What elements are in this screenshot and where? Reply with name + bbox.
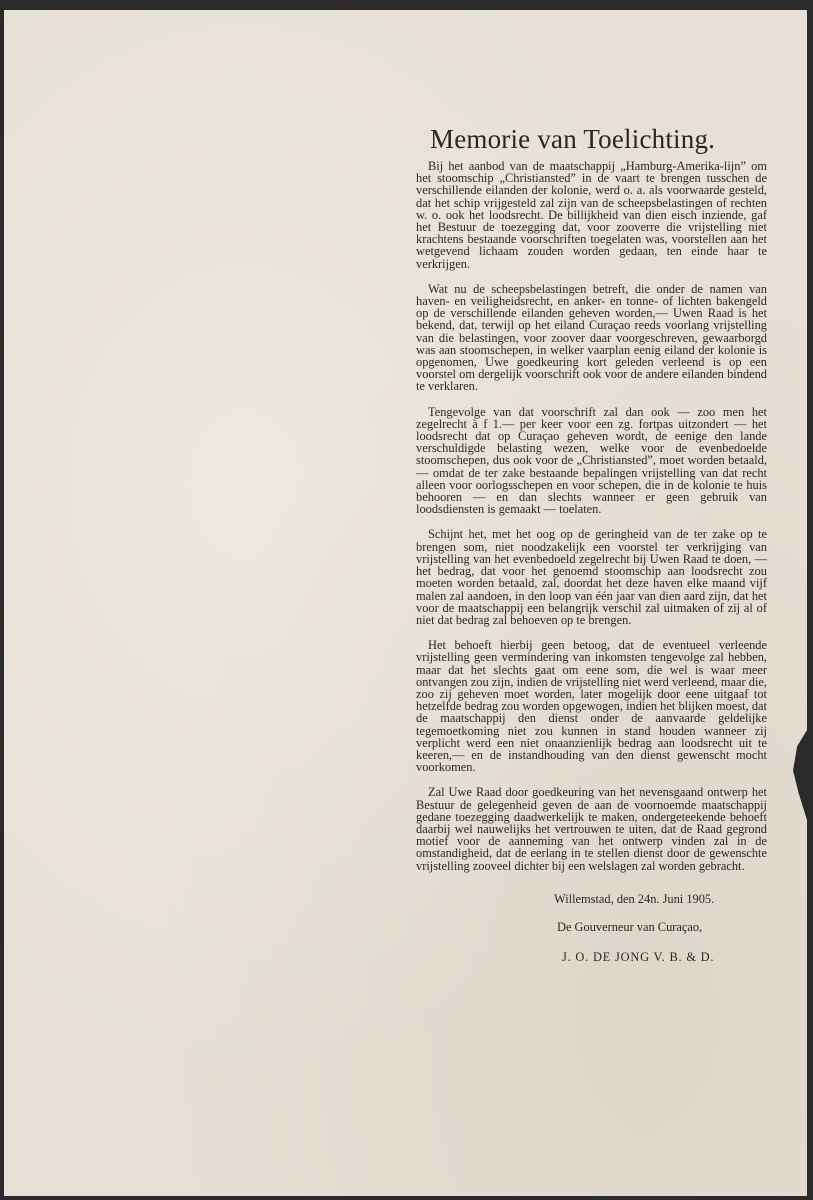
- place-and-date: Willemstad, den 24n. Juni 1905.: [554, 891, 715, 906]
- page-edge-tear: [793, 730, 807, 820]
- paragraph-inkomsten: Het behoeft hierbij geen betoog, dat de eventueel verleende vrijstelling geen vermindering van inkomsten tengevolge zal hebben, maar dat het slechts gaat om eene som, die wel is waar meer ontvangen zou zijn, indien de vrijstelling niet werd verleend, maar die, zoo zij geheven moet worden, later mogelijk door eene uitgaaf tot hetzelfde bedrag zou worden opgewogen, indien het blijken moest, dat de maatschappij den dienst onder de aanvaarde geldelijke tegemoetkoming niet zou kunnen in stand houden wanneer zij verplicht werd een niet onaanzienlijk bedrag aan loodsrecht uit te keeren,— en de instandhouding van den dienst gewenscht mocht voorkomen.: [416, 638, 767, 775]
- document-title: Memorie van Toelichting.: [430, 124, 716, 154]
- signature-name: J. O. DE JONG V. B. & D.: [562, 949, 715, 964]
- paragraph-scheepsbelastingen: Wat nu de scheepsbelastingen betreft, die onder de namen van haven- en veiligheidsrecht, en anker- en tonne- of lichten bakengeld op de verschillende eilanden geheven worden,— Uwen Raad is het bekend, dat, terwijl op het eiland Curaçao reeds voorlang vrijstelling van die belastingen, voor zoover daar voorgeschreven, gewaarborgd was aan stoomschepen, in welker vaarplan eenig eiland der kolonie is opgenomen, Uwe goedkeuring kort geleden verleend is op een voorstel om dergelijk voorschrift ook voor de andere eilanden bindend te verklaren.: [416, 281, 767, 394]
- paragraph-zegelrecht: Schijnt het, met het oog op de geringheid van de ter zake op te brengen som, niet noodzakelijk een voorstel ter verkrijging van vrijstelling van het evenbedoeld zegelrecht bij Uwen Raad te doen, — het bedrag, dat voor het genoemd stoomschip aan loodsrecht zou moeten worden betaald, zal, doordat het deze haven elke maand vijf malen zal aandoen, in den loop van één jaar van dien aard zijn, dat het voor de maatschappij een belangrijk verschil zal uitmaken of zij al of niet dat bedrag zal behoeven op te brengen.: [416, 527, 767, 627]
- governor-title: De Gouverneur van Curaçao,: [557, 919, 703, 934]
- paragraph-hamburg-amerika-lijn: Bij het aanbod van de maatschappij „Hamburg-Amerika-lijn” om het stoomschip „Christiansted” in de vaart te brengen tusschen de verschillende eilanden der kolonie, werd o. a. als voorwaarde gesteld, dat het schip vrijgesteld zal zijn van de scheepsbelastingen of rechten w. o. ook het loodsrecht. De billijkheid van dien eisch inziende, gaf het Bestuur de toezegging dat, voor zooverre die vrijstelling niet krachtens bestaande voorschriften toegelaten was, voorstellen aan het wetgevend lichaam zouden worden gedaan, ten einde haar te verkrijgen.: [416, 159, 767, 271]
- paragraph-loodsrecht: Tengevolge van dat voorschrift zal dan ook — zoo men het zegelrecht à f 1.— per keer voor een zg. fortpas uitzondert — het loodsrecht dat op Curaçao geheven wordt, de eenige den lande verschuldigde belasting wezen, welke voor de evenbedoelde stoomschepen, dus ook voor de „Christiansted”, moet worden betaald, — omdat de ter zake bestaande bepalingen vrijstelling van dat recht alleen voor oorlogsschepen en voor schepen, die in de kolonie te huis behooren — en dan slechts wanneer er geen gebruik van loodsdiensten is gemaakt — toelaten.: [416, 404, 767, 517]
- paragraph-goedkeuring: Zal Uwe Raad door goedkeuring van het nevensgaand ontwerp het Bestuur de gelegenheid geven de aan de voornoemde maatschappij gedane toezegging daadwerkelijk te maken, ondergeteekende behoeft daarbij wel nauwelijks het vertrouwen te uiten, dat de Raad gegrond motief voor de aanneming van het ontwerp vinden zal in de omstandigheid, dat de eerlang in te stellen dienst door de gewenschte vrijstelling zooveel dichter bij een welslagen zal worden gebracht.: [416, 785, 767, 873]
- memorandum-text-column: [416, 122, 767, 965]
